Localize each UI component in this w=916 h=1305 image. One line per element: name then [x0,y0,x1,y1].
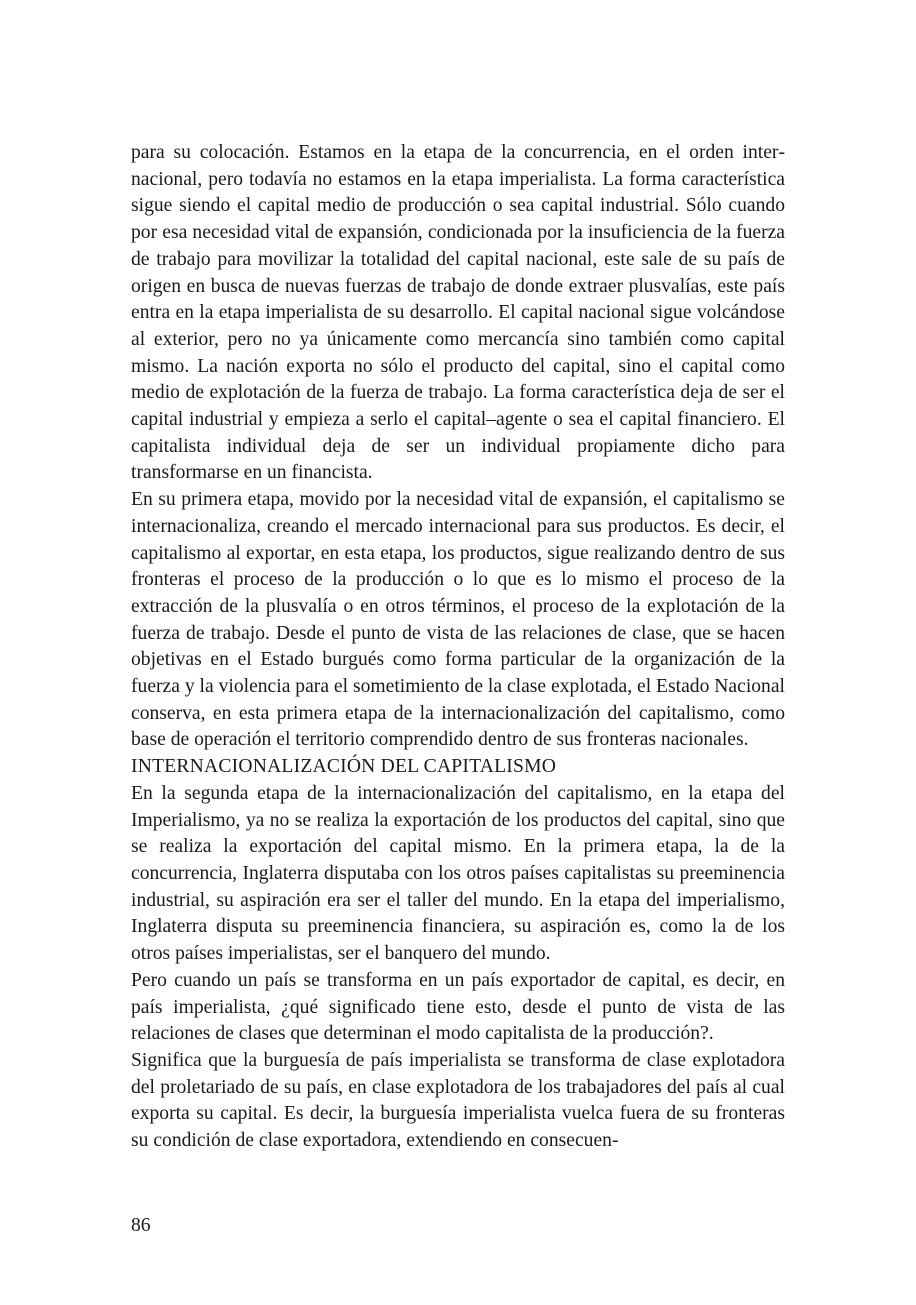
paragraph: Pero cuando un país se transforma en un país exportador de capital, es decir, en país imperialista, ¿qué significado tiene esto, desde el punto de vista de las relaciones de clases que determinan el modo capitalista de la producción?. [131,969,785,1045]
paragraph: para su colocación. Estamos en la etapa de la concurrencia, en el orden internacional, pero todavía no estamos en la etapa imperialista. La forma característica sigue siendo el capital medio de producción o sea capital industrial. Sólo cuando por esa necesidad vital de expansión, condicionada por la insuficiencia de la fuerza de trabajo para movilizar la totalidad del capital nacional, este sale de su país de origen en busca de nuevas fuerzas de trabajo de donde extraer plusvalías, este país entra en la etapa imperialista de su desarrollo. El capital nacional sigue volcándose al exterior, pero no ya únicamente como mercancía sino también como capital mismo. La nación exporta no sólo el producto del capital, sino el capital como medio de explotación de la fuerza de trabajo. La forma característica deja de ser el capital industrial y empieza a serlo el capital–agente o sea el capital financiero. El capitalista individual deja de ser un individual propiamente dicho para transformarse en un financista. [131,142,785,484]
paragraph: En la segunda etapa de la internacionalización del capitalismo, en la etapa del Imperialismo, ya no se realiza la exportación de los productos del capital, sino que se realiza la exportación del capital mismo. En la primera etapa, la de la concurrencia, Inglaterra disputaba con los otros países capitalistas su preeminencia industrial, su aspiración era ser el taller del mundo. En la etapa del imperialismo, Inglaterra disputa su preeminencia financiera, su aspiración es, como la de los otros países imperialistas, ser el banquero del mundo. [131,782,785,965]
section-heading: INTERNACIONALIZACIÓN DEL CAPITALISMO [131,756,557,778]
page-number: 86 [131,1215,151,1236]
body-text [131,140,785,1155]
paragraph: En su primera etapa, movido por la necesidad vital de expansión, el capitalismo se internacionaliza, creando el mercado internacional para sus productos. Es decir, el capitalismo al exportar, en esta etapa, los productos, sigue realizando dentro de sus fronteras el proceso de la producción o lo que es lo mismo el proceso de la extracción de la plusvalía o en otros términos, el proceso de la explotación de la fuerza de trabajo. Desde el punto de vista de las relaciones de clase, que se hacen objetivas en el Estado burgués como forma particular de la organización de la fuerza y la violencia para el sometimiento de la clase explotada, el Estado Nacional conserva, en esta primera etapa de la internacionalización del capitalismo, como base de operación el territorio comprendido dentro de sus fronteras nacionales. [131,489,785,751]
paragraph: Significa que la burguesía de país imperialista se transforma de clase explotadora del proletariado de su país, en clase explotadora de los trabajadores del país al cual exporta su capital. Es decir, la burguesía imperialista vuelca fuera de su fronteras su condición de clase exportadora, extendiendo en consecuen- [131,1049,785,1152]
